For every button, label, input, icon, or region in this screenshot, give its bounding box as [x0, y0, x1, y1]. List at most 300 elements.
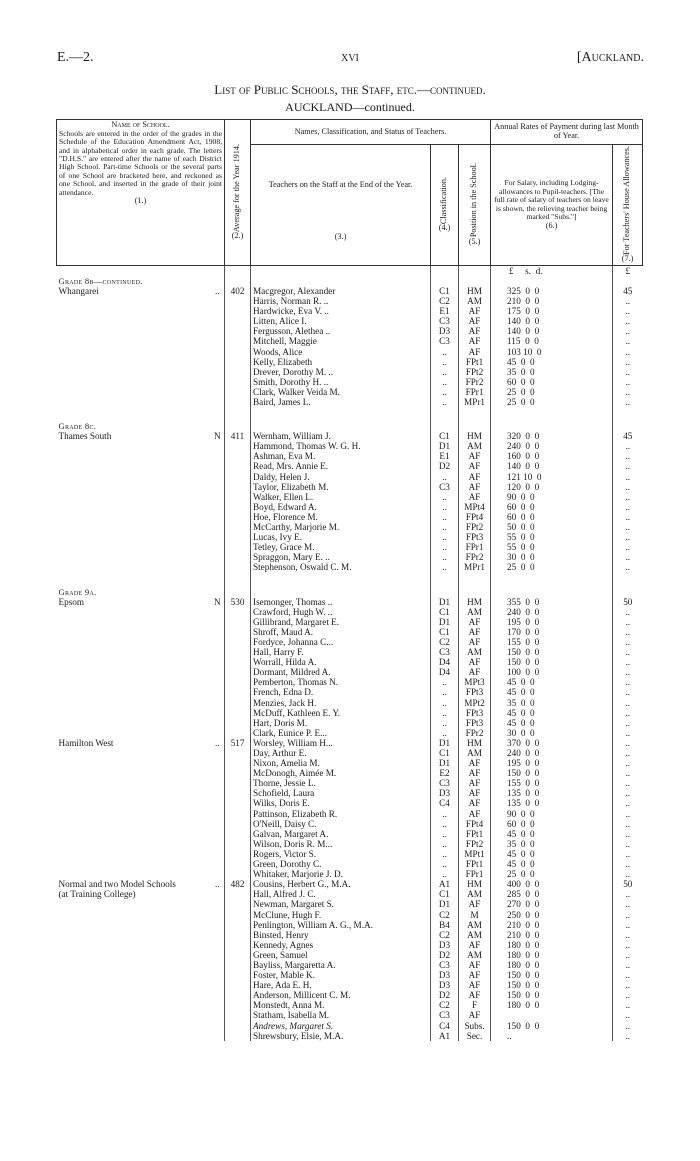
classification: .. [431, 859, 459, 869]
average-attendance [225, 869, 251, 879]
table-row [57, 492, 643, 502]
table-row [57, 788, 643, 798]
house-allowance: .. [613, 748, 643, 758]
school-name: Normal and two Model Schools [58, 879, 176, 890]
average-attendance [225, 512, 251, 522]
position: FPt1 [459, 357, 491, 367]
teacher-name: Wilson, Doris R. M... [251, 839, 431, 849]
average-attendance [225, 657, 251, 667]
col-house-allowance-header: For Teachers' House Allowances. (7.) [613, 145, 643, 266]
house-allowance: .. [613, 990, 643, 1000]
school-name [57, 502, 211, 512]
grade-heading: Grade 9a. [58, 586, 97, 597]
school-name [57, 552, 211, 562]
classification: C1 [431, 889, 459, 899]
salary [491, 1010, 613, 1020]
position: AF [459, 758, 491, 768]
house-allowance: .. [613, 839, 643, 849]
teacher-name: Drever, Dorothy M. .. [251, 367, 431, 377]
page-title: List of Public Schools, the Staff, etc.—continued. [214, 82, 486, 97]
salary: 90 0 0 [491, 809, 613, 819]
table-row [57, 367, 643, 377]
average-attendance [225, 819, 251, 829]
house-allowance: .. [613, 637, 643, 647]
classification: .. [431, 492, 459, 502]
school-mark [211, 607, 225, 617]
house-allowance: 45 [613, 431, 643, 441]
school-name [57, 647, 211, 657]
school-mark [211, 306, 225, 316]
school-name [57, 482, 211, 492]
table-row [57, 647, 643, 657]
table-row [57, 286, 643, 296]
empty-cell [491, 587, 613, 597]
school-mark [211, 698, 225, 708]
classification: D2 [431, 950, 459, 960]
salary: 25 0 0 [491, 397, 613, 407]
salary: 25 0 0 [491, 387, 613, 397]
classification: E2 [431, 768, 459, 778]
school-mark [211, 788, 225, 798]
classification: C2 [431, 296, 459, 306]
average-attendance [225, 930, 251, 940]
classification: C1 [431, 748, 459, 758]
empty-cell [459, 421, 491, 431]
classification: C3 [431, 316, 459, 326]
header-left: E.—2. [57, 50, 94, 65]
table-row [57, 377, 643, 387]
empty-cell [459, 407, 491, 421]
average-attendance [225, 788, 251, 798]
position: AF [459, 990, 491, 1000]
classification: D3 [431, 326, 459, 336]
table-row [57, 562, 643, 572]
table-row [57, 920, 643, 930]
school-name [57, 819, 211, 829]
table-row [57, 748, 643, 758]
salary: 210 0 0 [491, 930, 613, 940]
table-row [57, 326, 643, 336]
teacher-name: Nixon, Amelia M. [251, 758, 431, 768]
teacher-name: Hammond, Thomas W. G. H. [251, 441, 431, 451]
school-name [57, 637, 211, 647]
average-attendance [225, 859, 251, 869]
teacher-name: Worrall, Hilda A. [251, 657, 431, 667]
position: AF [459, 637, 491, 647]
salary: 25 0 0 [491, 562, 613, 572]
school-name [57, 798, 211, 808]
house-allowance: .. [613, 788, 643, 798]
teacher-name: Galvan, Margaret A. [251, 829, 431, 839]
house-allowance: .. [613, 718, 643, 728]
position: FPr1 [459, 387, 491, 397]
school-mark [211, 839, 225, 849]
salary: 240 0 0 [491, 607, 613, 617]
salary: 195 0 0 [491, 617, 613, 627]
teacher-name: McDonogh, Aimée M. [251, 768, 431, 778]
house-allowance: .. [613, 768, 643, 778]
average-attendance [225, 461, 251, 471]
position: FPt3 [459, 718, 491, 728]
classification: C3 [431, 1010, 459, 1020]
house-allowance: .. [613, 728, 643, 738]
teacher-name: Penlington, William A. G., M.A. [251, 920, 431, 930]
teacher-name: Read, Mrs. Annie E. [251, 461, 431, 471]
table-row [57, 839, 643, 849]
school-name [57, 698, 211, 708]
house-allowance: .. [613, 1031, 643, 1041]
teacher-name: Taylor, Elizabeth M. [251, 482, 431, 492]
classification: .. [431, 552, 459, 562]
school-mark [211, 1031, 225, 1041]
col-payment-group-header: Annual Rates of Payment during last Month of Year. [491, 120, 643, 145]
average-attendance [225, 809, 251, 819]
average-attendance [225, 980, 251, 990]
average-attendance [225, 336, 251, 346]
table-row [57, 627, 643, 637]
empty-cell [491, 573, 613, 587]
position: AF [459, 809, 491, 819]
average-attendance: 482 [225, 879, 251, 889]
classification: B4 [431, 920, 459, 930]
house-allowance: .. [613, 778, 643, 788]
house-allowance: .. [613, 441, 643, 451]
classification: D3 [431, 970, 459, 980]
house-allowance: .. [613, 461, 643, 471]
empty-cell [613, 587, 643, 597]
house-allowance: .. [613, 306, 643, 316]
classification: C3 [431, 336, 459, 346]
position: FPt4 [459, 819, 491, 829]
salary: 45 0 0 [491, 859, 613, 869]
school-name: Whangarei [58, 285, 99, 296]
school-name [57, 657, 211, 667]
table-row [57, 869, 643, 879]
col-teachers-header: Teachers on the Staff at the End of the Year. (3.) [251, 145, 431, 266]
salary: 90 0 0 [491, 492, 613, 502]
school-mark [211, 869, 225, 879]
classification: .. [431, 839, 459, 849]
school-mark [211, 657, 225, 667]
average-attendance [225, 472, 251, 482]
house-allowance: .. [613, 708, 643, 718]
teacher-name: Macgregor, Alexander [251, 286, 431, 296]
average-attendance [225, 910, 251, 920]
classification: C3 [431, 778, 459, 788]
school-name [57, 397, 211, 407]
position: HM [459, 597, 491, 607]
position: FPr2 [459, 552, 491, 562]
position: AF [459, 768, 491, 778]
salary: 140 0 0 [491, 461, 613, 471]
average-attendance [225, 960, 251, 970]
average-attendance [225, 1021, 251, 1031]
salary: 60 0 0 [491, 819, 613, 829]
average-attendance [225, 708, 251, 718]
table-row [57, 859, 643, 869]
school-mark: .. [214, 285, 220, 296]
school-name [57, 627, 211, 637]
classification: .. [431, 532, 459, 542]
house-allowance: 50 [613, 879, 643, 889]
teacher-name: Cousins, Herbert G., M.A. [251, 879, 431, 889]
teacher-name: Fordyce, Johanna C... [251, 637, 431, 647]
table-row [57, 1031, 643, 1041]
table-row [57, 899, 643, 909]
salary: 100 0 0 [491, 667, 613, 677]
school-name [57, 718, 211, 728]
school-name: Thames South [58, 431, 112, 442]
average-attendance: 517 [225, 738, 251, 748]
salary: 45 0 0 [491, 849, 613, 859]
position: AF [459, 472, 491, 482]
average-attendance [225, 316, 251, 326]
teacher-name: Stephenson, Oswald C. M. [251, 562, 431, 572]
school-mark [211, 859, 225, 869]
salary: 121 10 0 [491, 472, 613, 482]
table-row [57, 316, 643, 326]
average-attendance [225, 367, 251, 377]
position: FPr2 [459, 728, 491, 738]
salary: 120 0 0 [491, 482, 613, 492]
salary: 180 0 0 [491, 960, 613, 970]
house-allowance: .. [613, 657, 643, 667]
house-allowance: .. [613, 758, 643, 768]
position: FPt2 [459, 839, 491, 849]
position: AF [459, 970, 491, 980]
table-row [57, 296, 643, 306]
salary: 140 0 0 [491, 326, 613, 336]
classification: .. [431, 502, 459, 512]
house-allowance: .. [613, 397, 643, 407]
school-name [57, 910, 211, 920]
house-allowance: .. [613, 1010, 643, 1020]
average-attendance [225, 387, 251, 397]
table-row [57, 617, 643, 627]
school-mark: .. [214, 879, 220, 890]
classification: .. [431, 869, 459, 879]
school-mark [211, 748, 225, 758]
school-name [57, 920, 211, 930]
salary: 170 0 0 [491, 627, 613, 637]
classification: D2 [431, 990, 459, 1000]
house-allowance: .. [613, 920, 643, 930]
school-mark: N [213, 431, 221, 442]
grade-heading-row [57, 587, 643, 597]
position: AM [459, 950, 491, 960]
units-row: £ s. d. £ [57, 265, 643, 276]
position: FPr2 [459, 377, 491, 387]
school-mark [211, 829, 225, 839]
school-mark [211, 532, 225, 542]
school-mark [211, 950, 225, 960]
teacher-name: O'Neill, Daisy C. [251, 819, 431, 829]
salary: 150 0 0 [491, 970, 613, 980]
house-allowance: .. [613, 387, 643, 397]
teacher-name: Daldy, Helen J. [251, 472, 431, 482]
school-name [57, 357, 211, 367]
position: FPt1 [459, 859, 491, 869]
empty-cell [431, 573, 459, 587]
teacher-name: Hoe, Florence M. [251, 512, 431, 522]
school-name [57, 667, 211, 677]
house-allowance: .. [613, 677, 643, 687]
teacher-name: Boyd, Edward A. [251, 502, 431, 512]
empty-cell [431, 276, 459, 286]
table-row [57, 336, 643, 346]
school-name [57, 316, 211, 326]
table-row [57, 552, 643, 562]
classification: .. [431, 698, 459, 708]
table-row [57, 677, 643, 687]
school-name [57, 728, 211, 738]
salary: 210 0 0 [491, 296, 613, 306]
teacher-name: Clark, Eunice P. E... [251, 728, 431, 738]
average-attendance [225, 441, 251, 451]
house-allowance: .. [613, 492, 643, 502]
average-attendance [225, 377, 251, 387]
position: AF [459, 617, 491, 627]
house-allowance: .. [613, 542, 643, 552]
salary: 45 0 0 [491, 677, 613, 687]
table-row [57, 829, 643, 839]
school-name [57, 788, 211, 798]
table-row [57, 387, 643, 397]
empty-cell [251, 421, 431, 431]
position: AM [459, 607, 491, 617]
school-mark [211, 1021, 225, 1031]
empty-cell [251, 276, 431, 286]
salary: 150 0 0 [491, 980, 613, 990]
teacher-name: Baird, James L. [251, 397, 431, 407]
school-mark [211, 687, 225, 697]
salary: 45 0 0 [491, 718, 613, 728]
school-name: (at Training College) [58, 889, 136, 900]
teacher-name: Newman, Margaret S. [251, 899, 431, 909]
average-attendance [225, 718, 251, 728]
empty-cell [57, 573, 211, 587]
teacher-name: Smith, Dorothy H. .. [251, 377, 431, 387]
table-row [57, 357, 643, 367]
school-mark [211, 502, 225, 512]
house-allowance: .. [613, 849, 643, 859]
table-row [57, 970, 643, 980]
classification: C2 [431, 637, 459, 647]
school-name [57, 512, 211, 522]
empty-cell [613, 573, 643, 587]
classification: D4 [431, 657, 459, 667]
classification: .. [431, 728, 459, 738]
classification: C1 [431, 431, 459, 441]
empty-cell [225, 587, 251, 597]
classification: C1 [431, 607, 459, 617]
position: AM [459, 748, 491, 758]
classification: C3 [431, 482, 459, 492]
classification: .. [431, 472, 459, 482]
position: Sec. [459, 1031, 491, 1041]
school-mark [211, 562, 225, 572]
school-name [57, 778, 211, 788]
school-mark [211, 647, 225, 657]
average-attendance [225, 647, 251, 657]
house-allowance: .. [613, 970, 643, 980]
empty-cell [225, 407, 251, 421]
spacer-row [57, 573, 643, 587]
table-row [57, 758, 643, 768]
salary: 240 0 0 [491, 748, 613, 758]
table-row [57, 397, 643, 407]
house-allowance: .. [613, 336, 643, 346]
school-mark [211, 1010, 225, 1020]
classification: .. [431, 347, 459, 357]
classification: .. [431, 829, 459, 839]
school-name [57, 869, 211, 879]
classification: D1 [431, 899, 459, 909]
house-allowance: .. [613, 819, 643, 829]
house-allowance: .. [613, 472, 643, 482]
house-allowance: .. [613, 687, 643, 697]
col-teachers-group-header: Names, Classification, and Status of Teachers. [251, 120, 491, 145]
classification: D3 [431, 980, 459, 990]
position: MPr1 [459, 562, 491, 572]
school-mark [211, 347, 225, 357]
classification: C2 [431, 910, 459, 920]
classification: D2 [431, 461, 459, 471]
salary: 35 0 0 [491, 698, 613, 708]
school-name [57, 839, 211, 849]
house-allowance: .. [613, 889, 643, 899]
classification: D3 [431, 788, 459, 798]
table-row [57, 451, 643, 461]
school-name [57, 758, 211, 768]
house-allowance: .. [613, 960, 643, 970]
school-name [57, 522, 211, 532]
teacher-name: Walker, Ellen L. [251, 492, 431, 502]
school-mark [211, 960, 225, 970]
salary: 135 0 0 [491, 798, 613, 808]
house-allowance: .. [613, 738, 643, 748]
salary: 155 0 0 [491, 778, 613, 788]
house-allowance: .. [613, 1021, 643, 1031]
school-mark: .. [214, 737, 220, 748]
position: AF [459, 451, 491, 461]
empty-cell [491, 276, 613, 286]
school-mark [211, 552, 225, 562]
school-mark [211, 461, 225, 471]
grade-heading-row [57, 421, 643, 431]
average-attendance [225, 677, 251, 687]
table-row [57, 778, 643, 788]
salary: 355 0 0 [491, 597, 613, 607]
school-name: Epsom [58, 596, 85, 607]
school-name [57, 859, 211, 869]
house-allowance: .. [613, 667, 643, 677]
empty-cell [613, 407, 643, 421]
salary: 45 0 0 [491, 829, 613, 839]
house-allowance: .. [613, 451, 643, 461]
school-mark [211, 512, 225, 522]
position: AF [459, 316, 491, 326]
salary: 250 0 0 [491, 910, 613, 920]
position: FPt2 [459, 367, 491, 377]
grade-heading: Grade 8c. [58, 421, 97, 432]
average-attendance [225, 899, 251, 909]
position: AM [459, 930, 491, 940]
house-allowance: 45 [613, 286, 643, 296]
schools-table [56, 119, 643, 1041]
school-name [57, 899, 211, 909]
salary: 45 0 0 [491, 687, 613, 697]
